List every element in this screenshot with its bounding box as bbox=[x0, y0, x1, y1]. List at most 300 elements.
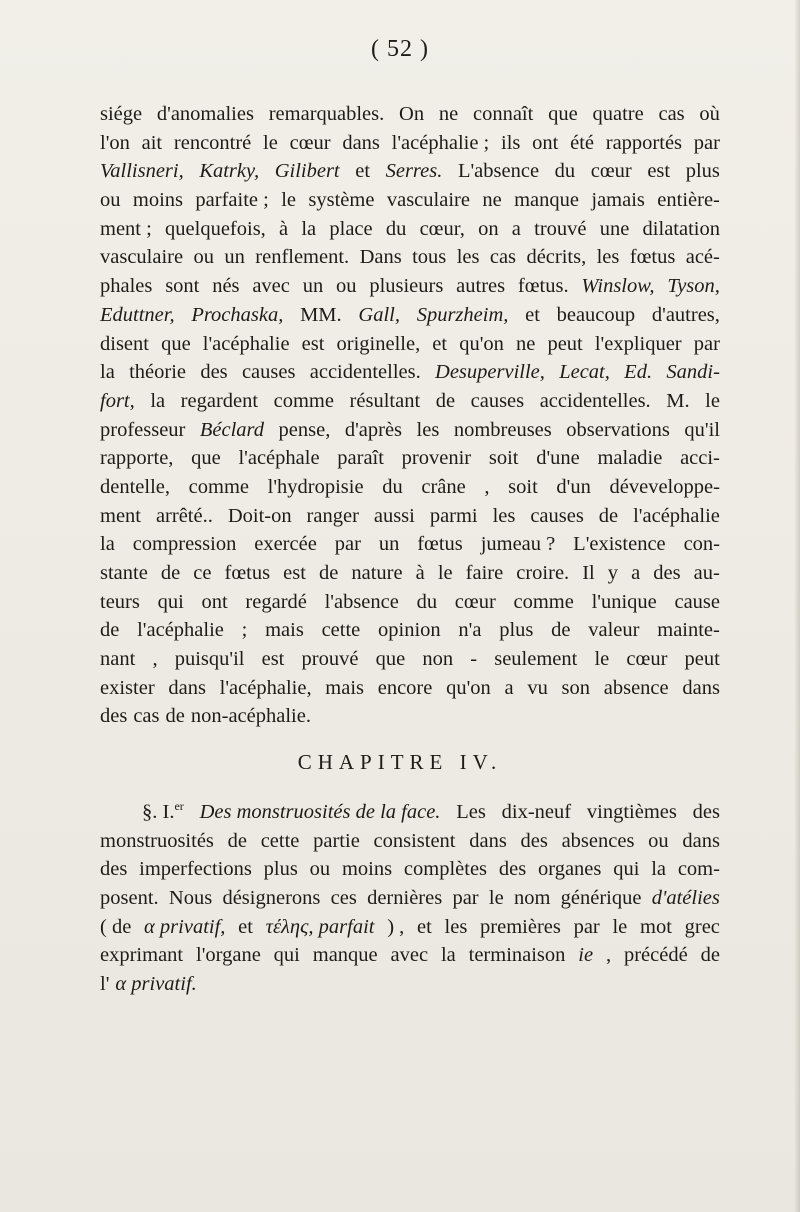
word: maladie bbox=[597, 447, 663, 470]
author-name: fort, bbox=[100, 389, 135, 412]
word: causes bbox=[241, 361, 296, 384]
word: moins bbox=[132, 189, 184, 212]
word: stante bbox=[100, 562, 148, 584]
word: beaucoup bbox=[556, 303, 636, 326]
word: partie bbox=[313, 829, 360, 852]
word: les bbox=[416, 418, 440, 441]
word: des bbox=[520, 829, 548, 852]
word: que bbox=[375, 648, 406, 671]
text-line bbox=[100, 129, 720, 158]
word: accidentelles. bbox=[309, 361, 421, 384]
word: place bbox=[329, 217, 373, 240]
word: renflement. bbox=[255, 246, 350, 269]
word: fœtus bbox=[629, 246, 676, 269]
word: de bbox=[165, 705, 185, 728]
word: nant bbox=[100, 648, 136, 671]
text-line bbox=[100, 530, 720, 559]
word: pense, bbox=[278, 418, 331, 441]
chapter-heading: CHAPITRE IV. bbox=[297, 750, 503, 774]
word: où bbox=[699, 103, 720, 125]
word: puisqu'il bbox=[174, 648, 245, 671]
word: son bbox=[561, 676, 591, 699]
word: du bbox=[554, 160, 576, 183]
word: fœtus. bbox=[517, 275, 569, 298]
word: seulement bbox=[494, 648, 578, 671]
word: de bbox=[227, 829, 247, 852]
word: faire bbox=[465, 562, 504, 584]
word: quatre bbox=[592, 103, 644, 125]
text-line bbox=[100, 416, 720, 445]
word: théorie bbox=[129, 361, 187, 384]
word: L'existence bbox=[573, 533, 666, 556]
word: dilatation bbox=[642, 217, 720, 240]
author-name: Béclard bbox=[199, 418, 265, 441]
author-name: Serres. bbox=[385, 160, 443, 183]
word: un bbox=[302, 275, 324, 298]
word: la bbox=[150, 389, 166, 412]
word: , bbox=[605, 944, 612, 967]
text-line bbox=[100, 645, 720, 674]
word: déveveloppe- bbox=[609, 475, 720, 498]
author-name: Spurzheim, bbox=[416, 303, 509, 326]
word: n'a bbox=[458, 619, 482, 642]
word: peut bbox=[684, 648, 720, 671]
word: par bbox=[693, 131, 720, 154]
word: fœtus bbox=[417, 533, 463, 556]
word: - bbox=[470, 648, 478, 671]
word: vu bbox=[527, 676, 548, 699]
word: nom bbox=[513, 887, 551, 910]
word: ont bbox=[201, 590, 228, 613]
word: paraît bbox=[337, 447, 384, 470]
word: on bbox=[478, 217, 499, 240]
word: qu'il bbox=[684, 418, 720, 441]
word: disent bbox=[100, 332, 149, 355]
text-line bbox=[100, 798, 720, 827]
word: monstruosités bbox=[100, 829, 214, 852]
word: la bbox=[100, 533, 115, 556]
word: est bbox=[261, 648, 285, 671]
word: Doit-on bbox=[227, 504, 292, 527]
word: ce bbox=[193, 562, 212, 584]
word: M. bbox=[666, 389, 690, 412]
word: encore bbox=[377, 676, 433, 699]
word: Il bbox=[582, 562, 595, 584]
word: dans bbox=[168, 676, 206, 699]
word: l'hydropisie bbox=[267, 475, 364, 498]
word: dix-neuf bbox=[501, 801, 572, 823]
word: est bbox=[301, 332, 325, 355]
word: ils bbox=[501, 131, 521, 154]
word: quelquefois, bbox=[165, 217, 266, 240]
author-name: Gilibert bbox=[274, 160, 340, 183]
word: l'expliquer bbox=[594, 332, 682, 355]
page-number: ( 52 ) bbox=[371, 36, 429, 62]
word: est bbox=[647, 160, 671, 183]
word: aussi bbox=[373, 504, 415, 527]
word: l'acéphalie, bbox=[219, 676, 312, 699]
word: d'anomalies bbox=[156, 103, 254, 125]
text-line bbox=[100, 301, 720, 330]
word: moins bbox=[341, 858, 393, 881]
word: le bbox=[612, 915, 628, 938]
word: professeur bbox=[100, 418, 186, 441]
word: a bbox=[631, 562, 641, 584]
word: originelle, bbox=[336, 332, 421, 355]
word: cœur, bbox=[419, 217, 465, 240]
word: cœur bbox=[590, 160, 632, 183]
word: Nous bbox=[168, 887, 213, 910]
word: décrits, bbox=[526, 246, 587, 269]
word: complètes bbox=[403, 858, 488, 881]
text-line bbox=[100, 157, 720, 186]
author-name: Katrky, bbox=[199, 160, 260, 183]
word: la bbox=[301, 217, 317, 240]
word: précédé bbox=[623, 944, 688, 967]
word: ou bbox=[193, 246, 214, 269]
word: d'après bbox=[344, 418, 403, 441]
word: ou bbox=[336, 275, 357, 298]
author-name: Eduttner, bbox=[100, 303, 175, 326]
word: d'un bbox=[556, 475, 591, 498]
word: rapportés bbox=[605, 131, 683, 154]
author-name: Gall, bbox=[358, 303, 400, 326]
word: peut bbox=[547, 332, 583, 355]
word: le bbox=[437, 562, 453, 584]
word: le bbox=[281, 189, 297, 212]
word: regardé bbox=[245, 590, 307, 613]
word: ou bbox=[309, 858, 331, 881]
word: le bbox=[594, 648, 610, 671]
word: jumeau ? bbox=[480, 533, 556, 556]
word: Les bbox=[456, 801, 486, 823]
word: des bbox=[653, 562, 681, 584]
term: α privatif, bbox=[144, 915, 226, 938]
word: qui bbox=[273, 944, 300, 967]
word: au- bbox=[693, 562, 720, 584]
word: ment ; bbox=[100, 217, 152, 240]
word: cette bbox=[321, 619, 361, 642]
word: acé- bbox=[685, 246, 720, 269]
word: d'autres, bbox=[651, 303, 720, 326]
word: des bbox=[100, 858, 128, 881]
word: ranger bbox=[306, 504, 359, 527]
term-wrap: l' α privatif. bbox=[100, 973, 197, 996]
word: fœtus bbox=[224, 562, 271, 584]
word: non-acéphalie. bbox=[190, 705, 311, 728]
word: la bbox=[440, 944, 456, 967]
word: ne bbox=[515, 332, 536, 355]
word: exister bbox=[100, 676, 155, 699]
word: le bbox=[488, 887, 504, 910]
section-mark: §. I.$^{er}$ bbox=[142, 799, 184, 823]
word: remarquables. bbox=[268, 103, 385, 125]
text-line bbox=[100, 913, 720, 942]
word: autres bbox=[456, 275, 506, 298]
word: terminaison bbox=[468, 944, 566, 967]
word: nature bbox=[351, 562, 403, 584]
text-line bbox=[100, 243, 720, 272]
word: dans bbox=[682, 676, 720, 699]
word: du bbox=[382, 475, 403, 498]
word: ) , bbox=[387, 915, 405, 938]
word: les bbox=[492, 504, 516, 527]
word: dans bbox=[682, 829, 720, 852]
word: l'acéphale bbox=[238, 447, 320, 470]
text-line bbox=[100, 941, 720, 970]
word: parmi bbox=[429, 504, 478, 527]
word: cas bbox=[658, 103, 685, 125]
word: y bbox=[607, 562, 619, 584]
word: du bbox=[385, 217, 407, 240]
author-name: Sandi- bbox=[666, 361, 720, 384]
word: L'absence bbox=[457, 160, 540, 183]
word: et bbox=[238, 915, 253, 938]
word: compression bbox=[132, 533, 237, 556]
word: des bbox=[692, 801, 720, 823]
text-line bbox=[100, 186, 720, 215]
word: vasculaire bbox=[100, 246, 184, 269]
author-name: Winslow, bbox=[581, 275, 655, 298]
word: qui bbox=[613, 858, 640, 881]
word: opinion bbox=[378, 619, 441, 642]
word: imperfections bbox=[139, 858, 252, 881]
word: la bbox=[100, 361, 115, 384]
word: acci- bbox=[680, 447, 720, 470]
word: dernières bbox=[367, 887, 443, 910]
word: les bbox=[456, 246, 480, 269]
text-line bbox=[100, 358, 720, 387]
text-line bbox=[100, 827, 720, 856]
word: causes bbox=[530, 504, 584, 527]
page-edge-shadow bbox=[794, 0, 800, 1212]
word: un bbox=[378, 533, 400, 556]
word: vasculaire bbox=[386, 189, 470, 212]
word: qu'on bbox=[446, 676, 491, 699]
word: comme bbox=[273, 389, 334, 412]
text-line bbox=[100, 884, 720, 913]
word: valeur bbox=[588, 619, 640, 642]
word: a bbox=[511, 217, 521, 240]
word: des bbox=[100, 705, 128, 728]
word: les bbox=[444, 915, 468, 938]
word: une bbox=[599, 217, 630, 240]
word: regardent bbox=[180, 389, 259, 412]
word: non bbox=[422, 648, 454, 671]
word: dans bbox=[342, 131, 380, 154]
text-line bbox=[100, 272, 720, 301]
term: τέλης, parfait bbox=[265, 915, 375, 938]
word: dans bbox=[469, 829, 507, 852]
word: com- bbox=[677, 858, 720, 881]
word: ( de bbox=[100, 915, 132, 938]
word: est bbox=[283, 562, 306, 584]
word: dentelle, bbox=[100, 475, 171, 498]
word: et bbox=[525, 303, 540, 326]
text-line bbox=[100, 387, 720, 416]
word: plus bbox=[263, 858, 298, 881]
word: cette bbox=[260, 829, 300, 852]
word: générique bbox=[560, 887, 642, 910]
word: ; bbox=[241, 619, 248, 642]
word: premières bbox=[480, 915, 561, 938]
word: absence bbox=[603, 676, 669, 699]
author-name: Lecat, bbox=[559, 361, 610, 384]
word: jamais bbox=[591, 189, 645, 212]
text-line bbox=[100, 616, 720, 645]
word: l'absence bbox=[324, 590, 399, 613]
word: de bbox=[700, 944, 720, 967]
word: mais bbox=[265, 619, 304, 642]
word: teurs bbox=[100, 590, 140, 613]
word: des bbox=[200, 361, 228, 384]
section-title: Des monstruosités de la face. bbox=[199, 801, 441, 823]
word: cœur bbox=[626, 648, 668, 671]
word: ou bbox=[100, 189, 121, 212]
word: On bbox=[399, 103, 425, 125]
word: phales bbox=[100, 275, 153, 298]
word: des bbox=[498, 858, 527, 881]
word: de bbox=[100, 619, 120, 642]
word: crâne bbox=[421, 475, 466, 498]
word: par bbox=[452, 887, 479, 910]
word: entière- bbox=[657, 189, 720, 212]
text-line bbox=[100, 444, 720, 473]
author-name: Prochaska, bbox=[191, 303, 284, 326]
word: cas bbox=[489, 246, 517, 269]
text-line bbox=[100, 473, 720, 502]
word: résultant bbox=[349, 389, 421, 412]
text-line bbox=[100, 855, 720, 884]
text-line bbox=[100, 674, 720, 703]
word: rapporte, bbox=[100, 447, 174, 470]
word: qui bbox=[157, 590, 184, 613]
word: l'acéphalie bbox=[633, 504, 720, 527]
word: consistent bbox=[373, 829, 456, 852]
word: plus bbox=[685, 160, 720, 183]
word: système bbox=[308, 189, 375, 212]
word: à bbox=[279, 217, 289, 240]
word: tous bbox=[412, 246, 447, 269]
word: l'acéphalie ; bbox=[391, 131, 490, 154]
word: exercée bbox=[254, 533, 317, 556]
author-name: Ed. bbox=[624, 361, 653, 384]
term: ie bbox=[578, 944, 594, 967]
word: , bbox=[152, 648, 158, 671]
word: soit bbox=[508, 475, 538, 498]
word: ait bbox=[141, 131, 163, 154]
word: le bbox=[263, 131, 278, 154]
word: un bbox=[224, 246, 245, 269]
word: que bbox=[191, 447, 221, 470]
word: d'une bbox=[536, 447, 580, 470]
word: croire. bbox=[516, 562, 570, 584]
author-name: Vallisneri, bbox=[100, 160, 184, 183]
word: trouvé bbox=[534, 217, 587, 240]
word: grec bbox=[684, 915, 720, 938]
word: ont bbox=[532, 131, 559, 154]
author-name: Tyson, bbox=[667, 275, 720, 298]
paragraph-face bbox=[100, 798, 720, 999]
word: posent. bbox=[100, 887, 159, 910]
word: ou bbox=[648, 829, 669, 852]
word: ne bbox=[438, 103, 459, 125]
term: d'atélies bbox=[651, 887, 720, 910]
word: nombreuses bbox=[453, 418, 552, 441]
word: et bbox=[417, 915, 432, 938]
word: comme bbox=[513, 590, 574, 613]
word: provenir bbox=[401, 447, 472, 470]
word: par bbox=[573, 915, 600, 938]
word: l'on bbox=[100, 131, 130, 154]
word: par bbox=[693, 332, 720, 355]
word: exprimant bbox=[100, 944, 184, 967]
word: ne bbox=[482, 189, 502, 212]
text-line bbox=[100, 215, 720, 244]
text-line bbox=[100, 702, 720, 731]
word: organes bbox=[538, 858, 602, 881]
word: que bbox=[548, 103, 578, 125]
word: nés bbox=[212, 275, 240, 298]
word: manque bbox=[312, 944, 378, 967]
word: plusieurs bbox=[369, 275, 444, 298]
word: Dans bbox=[359, 246, 402, 269]
text-line bbox=[100, 588, 720, 617]
word: causes bbox=[470, 389, 525, 412]
text-line bbox=[100, 330, 720, 359]
word: par bbox=[334, 533, 361, 556]
text-line bbox=[100, 100, 720, 129]
word: de bbox=[318, 562, 339, 584]
word: sont bbox=[165, 275, 200, 298]
word: siége bbox=[100, 103, 143, 125]
word: mais bbox=[325, 676, 365, 699]
word: ces bbox=[330, 887, 357, 910]
word: et bbox=[432, 332, 448, 355]
word: cas bbox=[133, 705, 160, 728]
word: l'organe bbox=[196, 944, 261, 967]
word: et bbox=[355, 160, 371, 183]
word: rencontré bbox=[173, 131, 252, 154]
word: mainte- bbox=[657, 619, 720, 642]
text-line bbox=[100, 970, 720, 999]
word: accidentelles. bbox=[539, 389, 651, 412]
word: l'acéphalie bbox=[202, 332, 290, 355]
word: observations bbox=[566, 418, 670, 441]
word: été bbox=[570, 131, 594, 154]
author-name: Desuperville, bbox=[435, 361, 545, 384]
word: cœur bbox=[289, 131, 331, 154]
word: qu'on bbox=[459, 332, 504, 355]
word: avec bbox=[390, 944, 429, 967]
word: les bbox=[596, 246, 620, 269]
word: , bbox=[484, 475, 490, 498]
word: MM. bbox=[300, 303, 342, 326]
word: con- bbox=[683, 533, 720, 556]
word: absences bbox=[561, 829, 635, 852]
word: l'acéphalie bbox=[137, 619, 224, 642]
word: mot bbox=[640, 915, 672, 938]
word: soit bbox=[488, 447, 519, 470]
word: cœur bbox=[454, 590, 496, 613]
word: ment bbox=[100, 504, 141, 527]
word: du bbox=[416, 590, 438, 613]
word: manque bbox=[514, 189, 579, 212]
word: parfaite ; bbox=[195, 189, 269, 212]
word: cause bbox=[674, 590, 720, 613]
word: la bbox=[651, 858, 667, 881]
word: arrêté.. bbox=[155, 504, 213, 527]
